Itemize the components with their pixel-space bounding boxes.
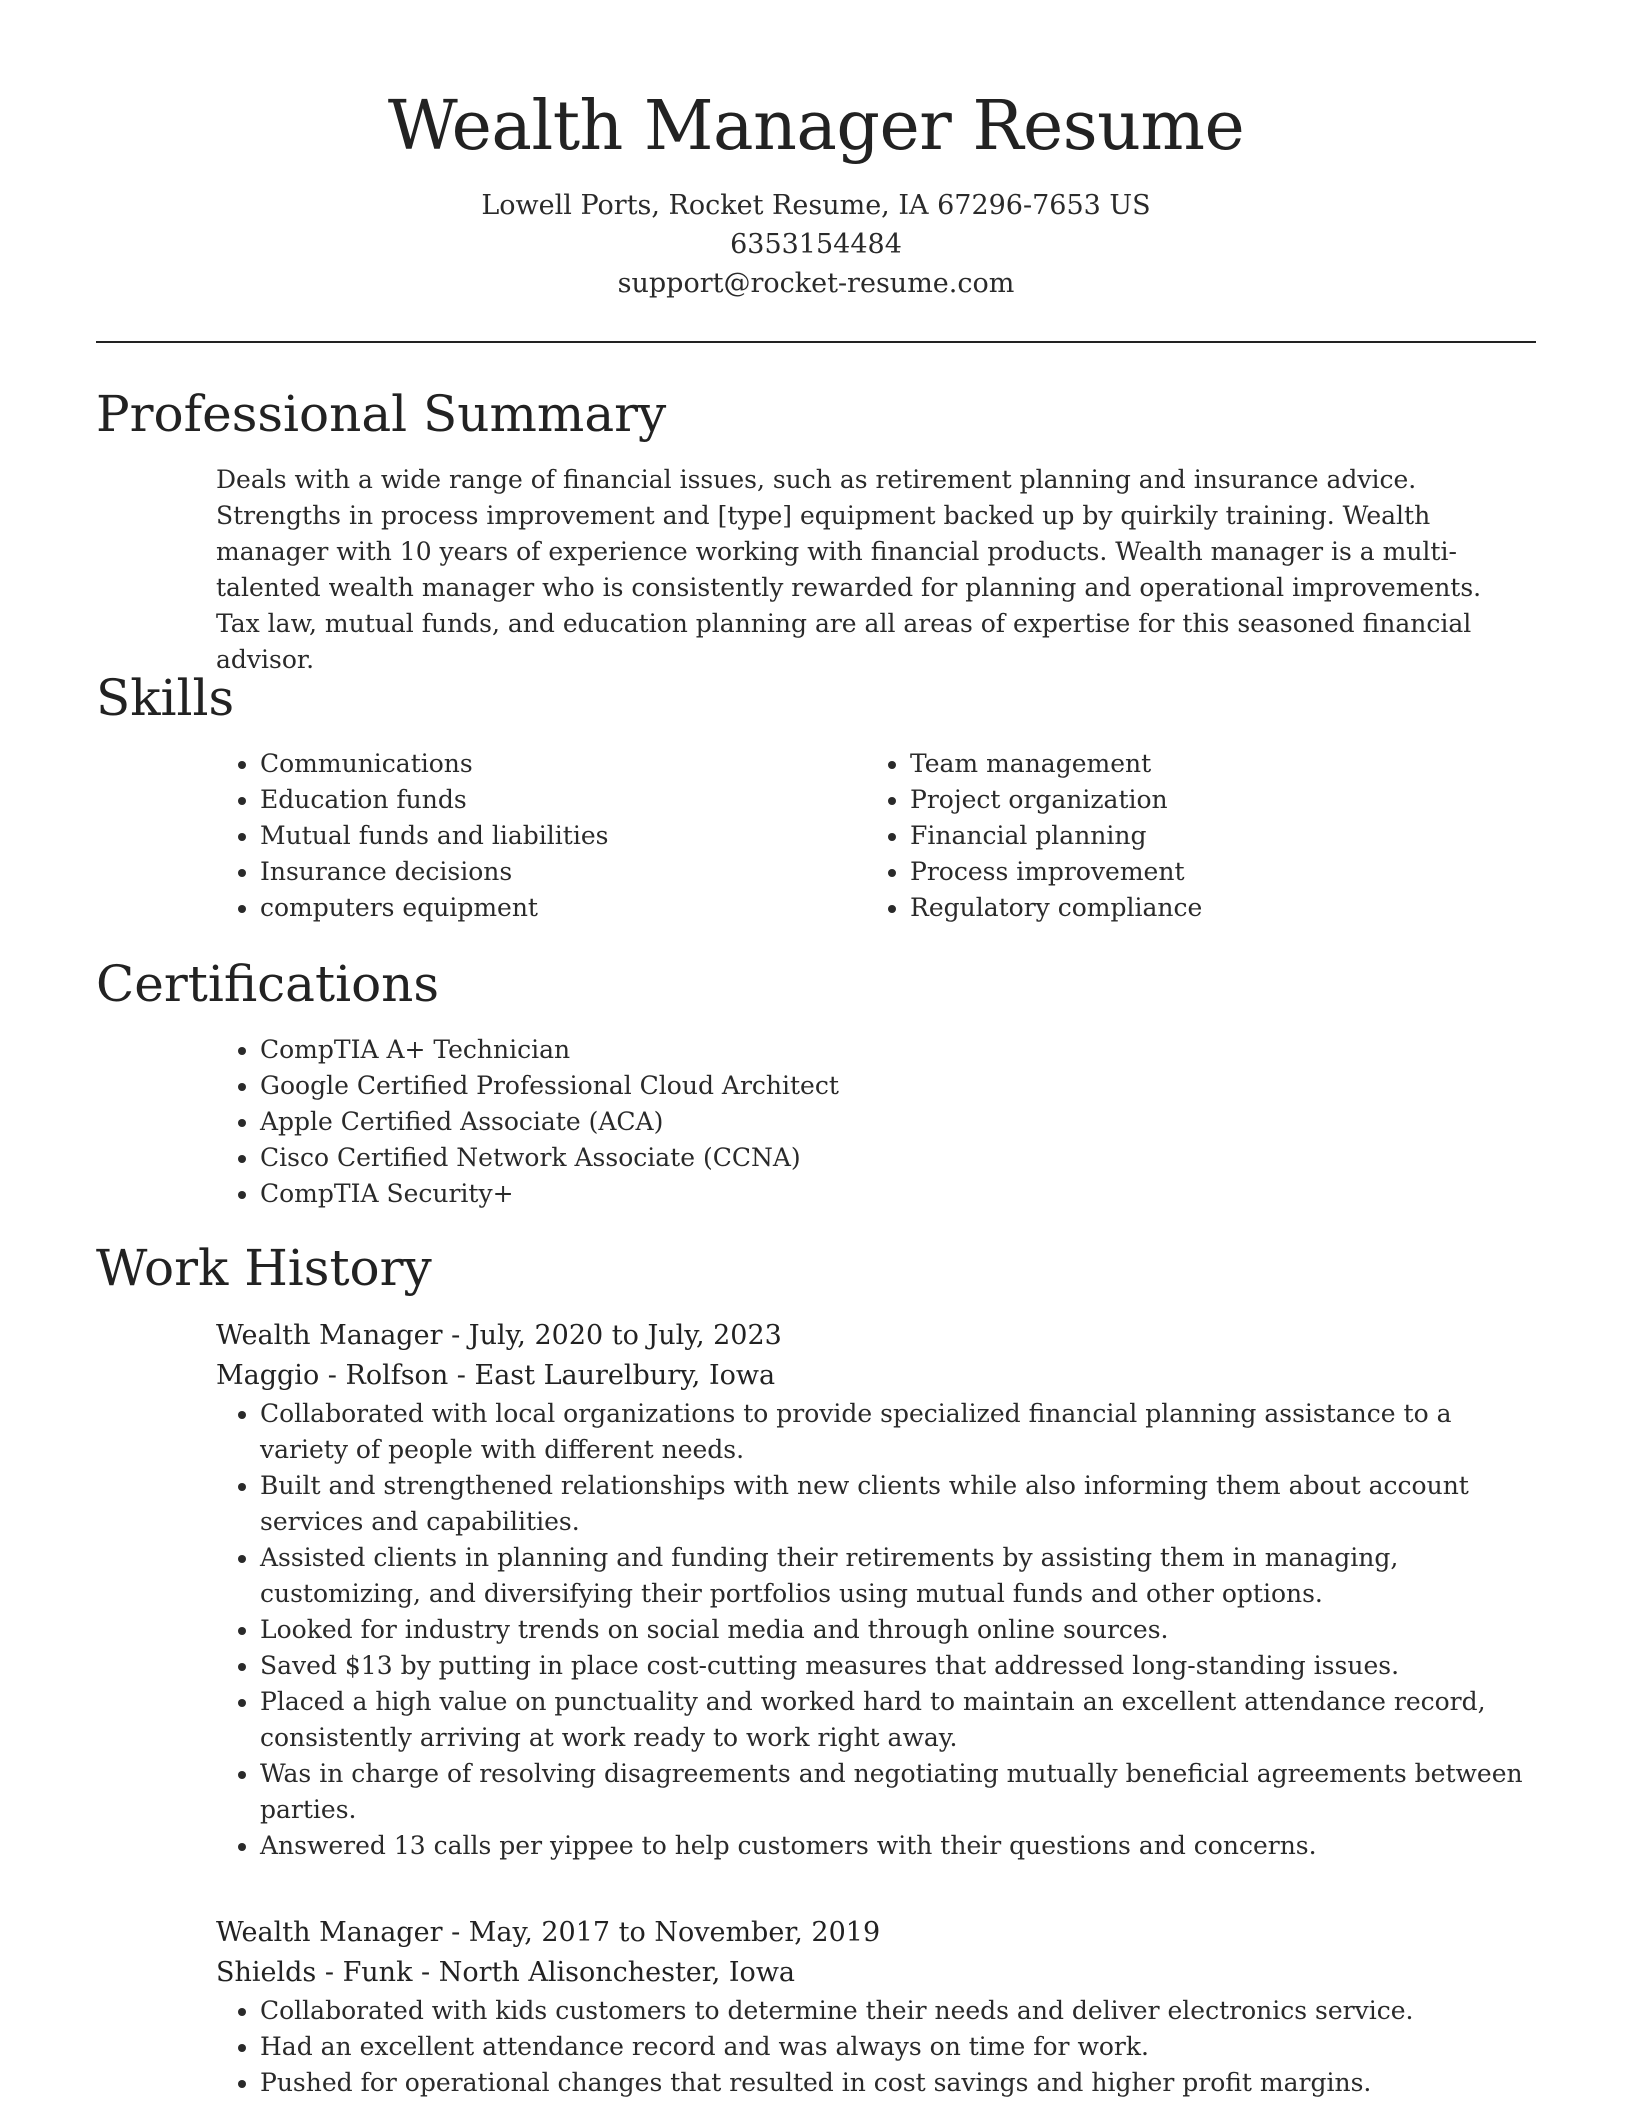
skill-item: • Team management: [910, 746, 1530, 782]
job-entry: [216, 1913, 1536, 2101]
skills-column-left: [216, 746, 880, 926]
skill-item: • Education funds: [260, 782, 880, 818]
job-title-line: Wealth Manager - July, 2020 to July, 2023: [216, 1320, 782, 1351]
job-company-line: Maggio - Rolfson - East Laurelbury, Iowa: [216, 1360, 776, 1391]
job-title-line: Wealth Manager - May, 2017 to November, 2019: [216, 1917, 881, 1948]
certification-item: • CompTIA Security+: [260, 1176, 1460, 1212]
job-title: Wealth Manager: [216, 1917, 443, 1948]
contact-address: Lowell Ports, Rocket Resume, IA 67296-7653 US: [481, 190, 1151, 221]
certification-item: • Google Certified Professional Cloud Architect: [260, 1068, 1460, 1104]
skill-item: • Financial planning: [910, 818, 1530, 854]
skill-item: • Insurance decisions: [260, 854, 880, 890]
job-bullets: [216, 1396, 1536, 1864]
summary-text: Deals with a wide range of financial issues, such as retirement planning and insurance advice. Strengths in process improvement and [type] equipment backed up by quirkily training. Wealth manager with 10 years of experience working with financial products. Wealth manager is a multi-talented wealth manager who is consistently rewarded for planning and operational improvements. Tax law, mutual funds, and education planning are all areas of expertise for this seasoned financial advisor.: [216, 465, 1482, 674]
job-bullet: • Looked for industry trends on social media and through online sources.: [260, 1612, 1536, 1648]
job-company: Maggio - Rolfson: [216, 1360, 449, 1391]
job-bullet: • Was in charge of resolving disagreements and negotiating mutually beneficial agreements between parties.: [260, 1756, 1536, 1828]
certifications-list: [216, 1032, 1460, 1212]
resume-title: Wealth Manager Resume: [387, 87, 1245, 166]
job-dates: July, 2020 to July, 2023: [468, 1320, 782, 1351]
job-entry: [216, 1316, 1536, 1864]
job-bullet: • Collaborated with local organizations to provide specialized financial planning assistance to a variety of people with different needs.: [260, 1396, 1536, 1468]
skill-item: • Project organization: [910, 782, 1530, 818]
work-history-heading: Work History: [96, 1239, 432, 1297]
summary-heading: Professional Summary: [96, 385, 667, 443]
job-location: North Alisonchester, Iowa: [438, 1957, 796, 1988]
job-bullet: • Assisted clients in planning and funding their retirements by assisting them in managing, customizing, and diversifying their portfolios using mutual funds and other options.: [260, 1540, 1536, 1612]
skill-item: • Communications: [260, 746, 880, 782]
job-bullets: [216, 1993, 1536, 2101]
job-bullet: • Placed a high value on punctuality and worked hard to maintain an excellent attendance record, consistently arriving at work ready to work right away.: [260, 1684, 1536, 1756]
skills-heading: Skills: [96, 669, 235, 727]
header-divider: [96, 341, 1536, 343]
job-company-line: Shields - Funk - North Alisonchester, Iowa: [216, 1957, 796, 1988]
job-bullet: • Saved $13 by putting in place cost-cutting measures that addressed long-standing issues.: [260, 1648, 1536, 1684]
job-bullet: • Built and strengthened relationships with new clients while also informing them about account services and capabilities.: [260, 1468, 1536, 1540]
contact-email: support@rocket-resume.com: [617, 268, 1015, 299]
job-dates: May, 2017 to November, 2019: [468, 1917, 881, 1948]
skill-item: • Mutual funds and liabilities: [260, 818, 880, 854]
skill-item: • computers equipment: [260, 890, 880, 926]
job-bullet: • Collaborated with kids customers to determine their needs and deliver electronics service.: [260, 1993, 1536, 2029]
contact-block: [0, 186, 1632, 303]
job-bullet: • Had an excellent attendance record and was always on time for work.: [260, 2029, 1536, 2065]
certifications-heading: Certifications: [96, 955, 440, 1013]
job-bullet: • Answered 13 calls per yippee to help customers with their questions and concerns.: [260, 1828, 1536, 1864]
certification-item: • Apple Certified Associate (ACA): [260, 1104, 1460, 1140]
resume-header: [0, 86, 1632, 303]
certification-item: • CompTIA A+ Technician: [260, 1032, 1460, 1068]
skill-item: • Process improvement: [910, 854, 1530, 890]
skill-item: • Regulatory compliance: [910, 890, 1530, 926]
certification-item: • Cisco Certified Network Associate (CCNA): [260, 1140, 1460, 1176]
job-title: Wealth Manager: [216, 1320, 443, 1351]
contact-phone: 6353154484: [730, 229, 902, 260]
skills-column-right: [866, 746, 1530, 926]
job-company: Shields - Funk: [216, 1957, 413, 1988]
job-location: East Laurelbury, Iowa: [474, 1360, 776, 1391]
job-bullet: • Pushed for operational changes that resulted in cost savings and higher profit margins.: [260, 2065, 1536, 2101]
